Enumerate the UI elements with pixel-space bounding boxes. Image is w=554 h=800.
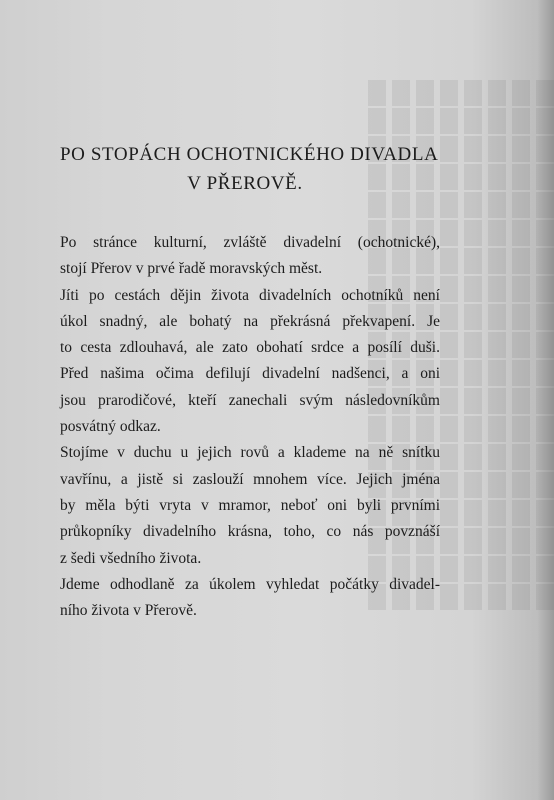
text-line: ního života v Přerově.: [60, 602, 197, 620]
chapter-title-line-2: V PŘEROVĚ.: [187, 173, 303, 194]
text-line: by měla býti vryta v mramor, neboť oni byli prvními: [60, 496, 440, 514]
text-line: Po stránce kulturní, zvláště divadelní (ochotnické),: [60, 234, 440, 251]
text-line: vavřínu, a jistě si zaslouží mnohem více. Jejich jména: [60, 470, 440, 488]
text-line: jsou prarodičové, kteří zanechali svým následovníkům: [60, 391, 440, 409]
text-line: to cesta zdlouhavá, ale zato obohatí srdce a posílí duši.: [60, 339, 440, 357]
text-line: úkol snadný, ale bohatý na překrásná překvapení. Je: [60, 312, 440, 330]
text-line: Jdeme odhodlaně za úkolem vyhledat počátky divadel-: [60, 575, 440, 593]
text-line: Jíti po cestách dějin života divadelních ochotníků není: [60, 286, 440, 304]
text-line: průkopníky divadelního krásna, toho, co nás povznáší: [60, 523, 440, 541]
text-line: Před našima očima defilují divadelní nadšenci, a oni: [60, 365, 440, 383]
text-line: stojí Přerov v prvé řadě moravských měst.: [60, 260, 323, 278]
text-line: Stojíme v duchu u jejich rovů a klademe na ně snítku: [60, 444, 440, 462]
chapter-title-line-1: PO STOPÁCH OCHOTNICKÉHO DIVADLA: [60, 144, 439, 165]
text-line: z šedi všedního života.: [60, 549, 202, 567]
body-text: [60, 230, 440, 624]
text-line: posvátný odkaz.: [60, 418, 161, 436]
